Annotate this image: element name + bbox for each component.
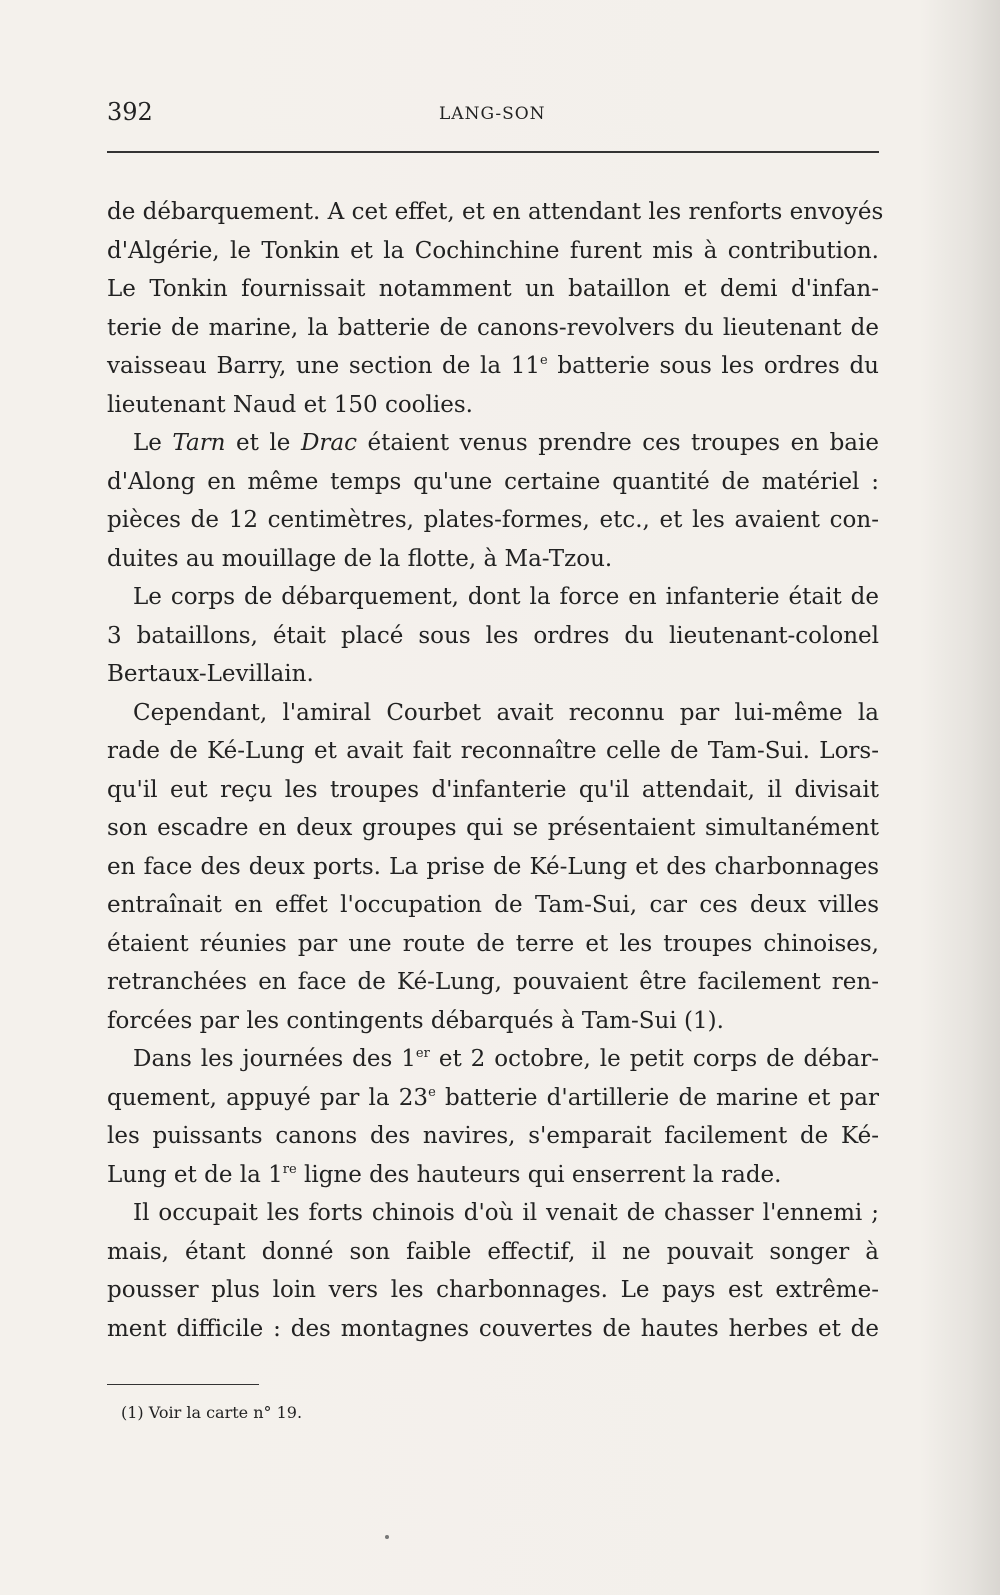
text-line: Le Tarn et le Drac étaient venus prendre ces troupes en baie bbox=[133, 430, 879, 456]
text-line: forcées par les contingents débarqués à Tam-Sui (1). bbox=[107, 1007, 724, 1034]
text-line: lieutenant Naud et 150 coolies. bbox=[107, 391, 473, 418]
text-line: Il occupait les forts chinois d'où il venait de chasser l'ennemi ; bbox=[133, 1200, 879, 1226]
text-line: terie de marine, la batterie de canons-revolvers du lieutenant de bbox=[107, 314, 879, 341]
footnote: (1) Voir la carte n° 19. bbox=[121, 1403, 303, 1422]
text-line: Le Tonkin fournissait notamment un bataillon et demi d'infan- bbox=[107, 276, 879, 302]
text-line: 3 bataillons, était placé sous les ordres du lieutenant-colonel bbox=[107, 622, 879, 649]
page-number: 392 bbox=[107, 98, 153, 126]
text-line: de débarquement. A cet effet, et en attendant les renforts envoyés bbox=[107, 199, 884, 225]
body-text bbox=[107, 193, 884, 1348]
text-line: en face des deux ports. La prise de Ké-Lung et des charbonnages bbox=[107, 853, 879, 880]
text-line: Lung et de la 1re ligne des hauteurs qui enserrent la rade. bbox=[107, 1161, 782, 1188]
text-line: d'Along en même temps qu'une certaine quantité de matériel : bbox=[107, 468, 879, 495]
ship-name: Drac bbox=[300, 430, 357, 456]
header-rule bbox=[107, 151, 879, 153]
text-line: vaisseau Barry, une section de la 11e batterie sous les ordres du bbox=[107, 353, 879, 379]
text-line: retranchées en face de Ké-Lung, pouvaient être facilement ren- bbox=[107, 969, 879, 995]
running-title: LANG-SON bbox=[439, 104, 546, 124]
text-line: Bertaux-Levillain. bbox=[107, 661, 314, 687]
text-line: qu'il eut reçu les troupes d'infanterie qu'il attendait, il divisait bbox=[107, 776, 879, 803]
text-line: les puissants canons des navires, s'emparait facilement de Ké- bbox=[107, 1123, 879, 1149]
text-line: ment difficile : des montagnes couvertes de hautes herbes et de bbox=[107, 1315, 879, 1342]
text-line: pousser plus loin vers les charbonnages. Le pays est extrême- bbox=[107, 1277, 879, 1303]
text-line: duites au mouillage de la flotte, à Ma-Tzou. bbox=[107, 545, 613, 572]
ship-name: Tarn bbox=[172, 430, 226, 456]
text-line: mais, étant donné son faible effectif, il ne pouvait songer à bbox=[107, 1238, 879, 1265]
footnote-rule bbox=[107, 1384, 259, 1385]
text-line: rade de Ké-Lung et avait fait reconnaître celle de Tam-Sui. Lors- bbox=[107, 738, 879, 764]
paper-speck bbox=[385, 1535, 389, 1539]
text-line: Le corps de débarquement, dont la force en infanterie était de bbox=[133, 584, 879, 610]
text-line: Dans les journées des 1er et 2 octobre, le petit corps de débar- bbox=[133, 1046, 879, 1072]
text-line: d'Algérie, le Tonkin et la Cochinchine furent mis à contribution. bbox=[107, 237, 879, 264]
text-line: entraînait en effet l'occupation de Tam-Sui, car ces deux villes bbox=[107, 892, 879, 918]
text-line: Cependant, l'amiral Courbet avait reconnu par lui-même la bbox=[133, 699, 879, 726]
text-line: étaient réunies par une route de terre et les troupes chinoises, bbox=[107, 930, 879, 957]
text-line: son escadre en deux groupes qui se présentaient simultanément bbox=[107, 815, 879, 841]
running-head bbox=[107, 98, 879, 128]
text-line: quement, appuyé par la 23e batterie d'artillerie de marine et par bbox=[107, 1084, 879, 1111]
text-line: pièces de 12 centimètres, plates-formes, etc., et les avaient con- bbox=[107, 507, 879, 533]
